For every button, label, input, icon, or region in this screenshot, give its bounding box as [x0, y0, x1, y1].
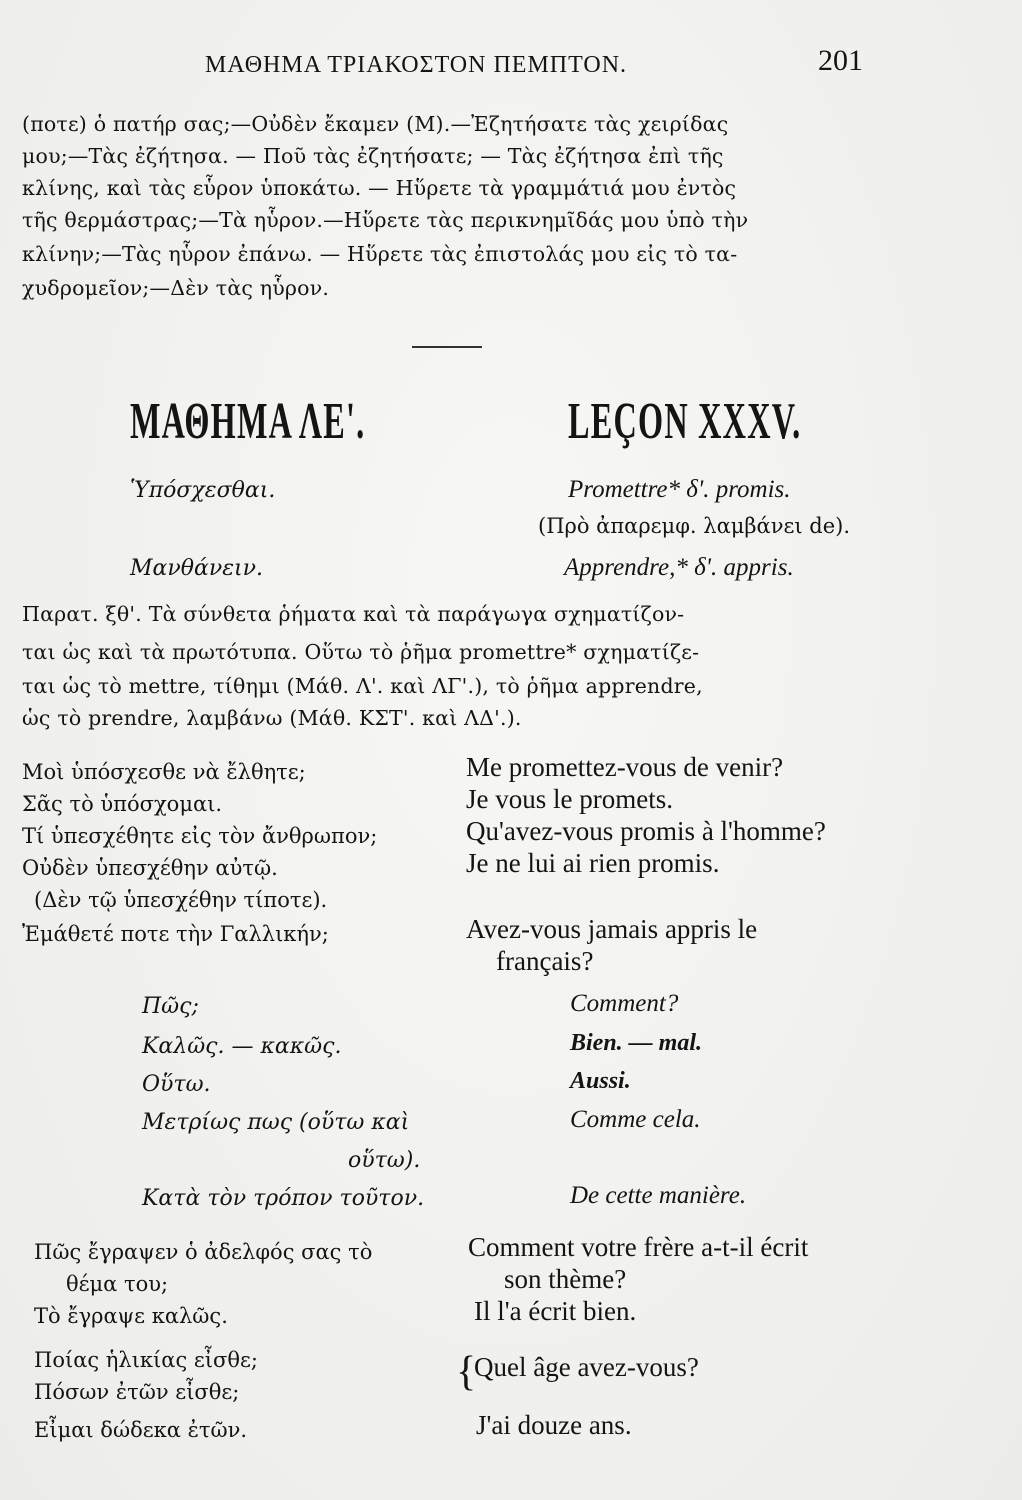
running-title: ΜΑΘΗΜΑ ΤΡΙΑΚΟΣΤΟΝ ΠΕΜΠΤΟΝ. — [205, 52, 628, 78]
dialogue-french: Me promettez-vous de venir? — [466, 752, 784, 782]
vocab-french: Comme cela. — [570, 1106, 701, 1133]
dialogue-greek: Πῶς ἔγραψεν ὁ ἀδελφός σας τὸ — [34, 1240, 373, 1264]
dialogue-french: Qu'avez-vous promis à l'homme? — [466, 816, 826, 846]
dialogue-french: J'ai douze ans. — [476, 1410, 632, 1440]
dialogue-greek: Μοὶ ὑπόσχεσθε νὰ ἔλθητε; — [22, 760, 306, 784]
intro-line: χυδρομεῖον;—Δὲν τὰς ηὗρον. — [22, 276, 330, 300]
remark-line: ὡς τὸ prendre, λαμβάνω (Μάθ. ΚΣΤ'. καὶ ΛΔ'.). — [22, 706, 522, 730]
vocab-greek: οὕτω). — [348, 1148, 421, 1173]
dialogue-french: son thème? — [504, 1264, 627, 1294]
vocab-french: Aussi. — [570, 1068, 631, 1094]
dialogue-greek: Οὐδὲν ὑπεσχέθην αὐτῷ. — [22, 856, 278, 880]
page-number: 201 — [818, 44, 863, 77]
verb-french: Promettre* δ'. promis. — [568, 476, 791, 503]
remark-line: ται ὡς τὸ mettre, τίθημι (Μάθ. Λ'. καὶ ΛΓ'.), τὸ ῥῆμα apprendre, — [22, 674, 703, 698]
dialogue-greek: Ἐμάθετέ ποτε τὴν Γαλλικήν; — [22, 922, 329, 946]
vocab-greek: Μετρίως πως (οὕτω καὶ — [142, 1110, 410, 1135]
vocab-french: Bien. — mal. — [570, 1030, 703, 1056]
lesson-title-greek: ΜΑΘΗΜΑ ΛΕ'. — [130, 393, 366, 450]
dialogue-french: Je vous le promets. — [466, 784, 673, 814]
vocab-greek: Κατὰ τὸν τρόπον τοῦτον. — [142, 1186, 425, 1211]
dialogue-greek: Τὸ ἔγραψε καλῶς. — [34, 1304, 228, 1328]
brace-glyph: { — [456, 1349, 477, 1395]
dialogue-french: français? — [496, 946, 594, 976]
dialogue-french: Comment votre frère a-t-il écrit — [468, 1232, 809, 1262]
dialogue-greek: (Δὲν τῷ ὑπεσχέθην τίποτε). — [34, 888, 328, 912]
vocab-greek: Καλῶς. — κακῶς. — [142, 1034, 342, 1059]
lesson-title-french: LEÇON XXXV. — [568, 393, 802, 450]
dialogue-french: Quel âge avez-vous? — [474, 1352, 699, 1382]
dialogue-greek: Σᾶς τὸ ὑπόσχομαι. — [22, 792, 223, 816]
dialogue-greek: Πόσων ἐτῶν εἶσθε; — [34, 1380, 240, 1404]
intro-line: μου;—Τὰς ἐζήτησα. — Ποῦ τὰς ἐζητήσατε; — Τὰς ἐζήτησα ἐπὶ τῆς — [22, 144, 724, 168]
dialogue-greek: Ποίας ἡλικίας εἶσθε; — [34, 1348, 258, 1372]
verb-greek: Ὑπόσχεσθαι. — [130, 478, 276, 503]
vocab-greek: Πῶς; — [142, 994, 199, 1019]
verb-french: Apprendre,* δ'. appris. — [564, 554, 794, 581]
vocab-greek: Οὕτω. — [142, 1072, 211, 1097]
intro-line: κλίνης, καὶ τὰς εὗρον ὑποκάτω. — Ηὕρετε τὰ γραμμάτιά μου ἐντὸς — [22, 176, 737, 200]
dialogue-french: Il l'a écrit bien. — [474, 1296, 637, 1326]
dialogue-french: Avez-vous jamais appris le — [466, 914, 758, 944]
dialogue-french: Je ne lui ai rien promis. — [466, 848, 720, 878]
verb-note: (Πρὸ ἀπαρεμφ. λαμβάνει de). — [538, 514, 851, 538]
intro-line: κλίνην;—Τὰς ηὗρον ἐπάνω. — Ηὕρετε τὰς ἐπιστολάς μου εἰς τὸ τα- — [22, 242, 738, 266]
section-divider — [412, 346, 482, 348]
dialogue-greek: Εἶμαι δώδεκα ἐτῶν. — [34, 1418, 248, 1442]
vocab-french: De cette manière. — [570, 1182, 747, 1209]
intro-line: (ποτε) ὁ πατήρ σας;—Οὐδὲν ἔκαμεν (Μ).—Ἐζητήσατε τὰς χειρίδας — [22, 112, 729, 136]
dialogue-greek: θέμα του; — [66, 1272, 169, 1296]
verb-greek: Μανθάνειν. — [130, 556, 264, 581]
dialogue-greek: Τί ὑπεσχέθητε εἰς τὸν ἄνθρωπον; — [22, 824, 378, 848]
vocab-french: Comment? — [570, 990, 679, 1017]
intro-line: τῆς θερμάστρας;—Τὰ ηὗρον.—Ηὕρετε τὰς περικνημῖδάς μου ὑπὸ τὴν — [22, 208, 749, 232]
remark-line: ται ὡς καὶ τὰ πρωτότυπα. Οὕτω τὸ ῥῆμα promettre* σχηματίζε- — [22, 640, 700, 664]
remark-line: Παρατ. ξθ'. Τὰ σύνθετα ῥήματα καὶ τὰ παράγωγα σχηματίζον- — [22, 602, 685, 626]
